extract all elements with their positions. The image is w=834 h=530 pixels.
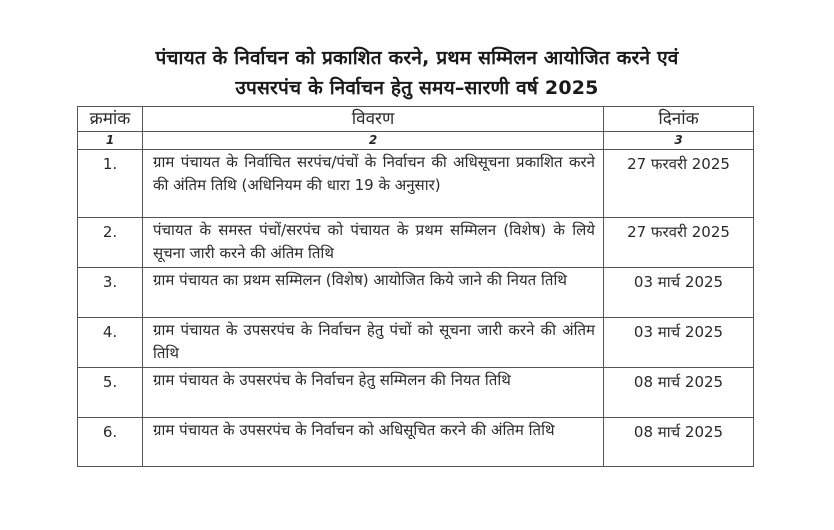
- column-number-3: 3: [604, 132, 754, 150]
- table-row: [78, 218, 754, 268]
- schedule-table: [77, 106, 754, 467]
- header-date: दिनांक: [604, 107, 754, 132]
- column-number-row: [78, 132, 754, 150]
- header-description: विवरण: [143, 107, 604, 132]
- table-row: [78, 268, 754, 318]
- column-number-2: 2: [143, 132, 604, 150]
- row-serial: 3.: [78, 268, 143, 318]
- row-description: ग्राम पंचायत के उपसरपंच के निर्वाचन हेतु सम्मिलन की नियत तिथि: [143, 368, 604, 418]
- table-row: [78, 418, 754, 467]
- row-description: ग्राम पंचायत के उपसरपंच के निर्वाचन को अधिसूचित करने की अंतिम तिथि: [143, 418, 604, 467]
- row-description: पंचायत के समस्त पंचों/सरपंच को पंचायत के प्रथम सम्मिलन (विशेष) के लिये सूचना जारी करने की अंतिम तिथि: [143, 218, 604, 268]
- row-description: ग्राम पंचायत के निर्वाचित सरपंच/पंचों के निर्वाचन की अधिसूचना प्रकाशित करने की अंतिम तिथि (अधिनियम की धारा 19 के अनुसार): [143, 150, 604, 218]
- table-row: [78, 368, 754, 418]
- row-description: ग्राम पंचायत का प्रथम सम्मिलन (विशेष) आयोजित किये जाने की नियत तिथि: [143, 268, 604, 318]
- table-row: [78, 318, 754, 368]
- row-serial: 5.: [78, 368, 143, 418]
- table-row: [78, 150, 754, 218]
- document-title-line-1: पंचायत के निर्वाचन को प्रकाशित करने, प्रथम सम्मिलन आयोजित करने एवं: [155, 47, 679, 69]
- row-serial: 2.: [78, 218, 143, 268]
- header-serial: क्रमांक: [78, 107, 143, 132]
- row-serial: 1.: [78, 150, 143, 218]
- row-serial: 4.: [78, 318, 143, 368]
- document-title-line-2: उपसरपंच के निर्वाचन हेतु समय–सारणी वर्ष 2025: [235, 77, 599, 99]
- row-serial: 6.: [78, 418, 143, 467]
- row-description: ग्राम पंचायत के उपसरपंच के निर्वाचन हेतु पंचों को सूचना जारी करने की अंतिम तिथि: [143, 318, 604, 368]
- row-date: 08 मार्च 2025: [604, 368, 754, 418]
- row-date: 03 मार्च 2025: [604, 268, 754, 318]
- row-date: 27 फरवरी 2025: [604, 150, 754, 218]
- row-date: 03 मार्च 2025: [604, 318, 754, 368]
- row-date: 27 फरवरी 2025: [604, 218, 754, 268]
- column-number-1: 1: [78, 132, 143, 150]
- row-date: 08 मार्च 2025: [604, 418, 754, 467]
- table-header-row: [78, 107, 754, 132]
